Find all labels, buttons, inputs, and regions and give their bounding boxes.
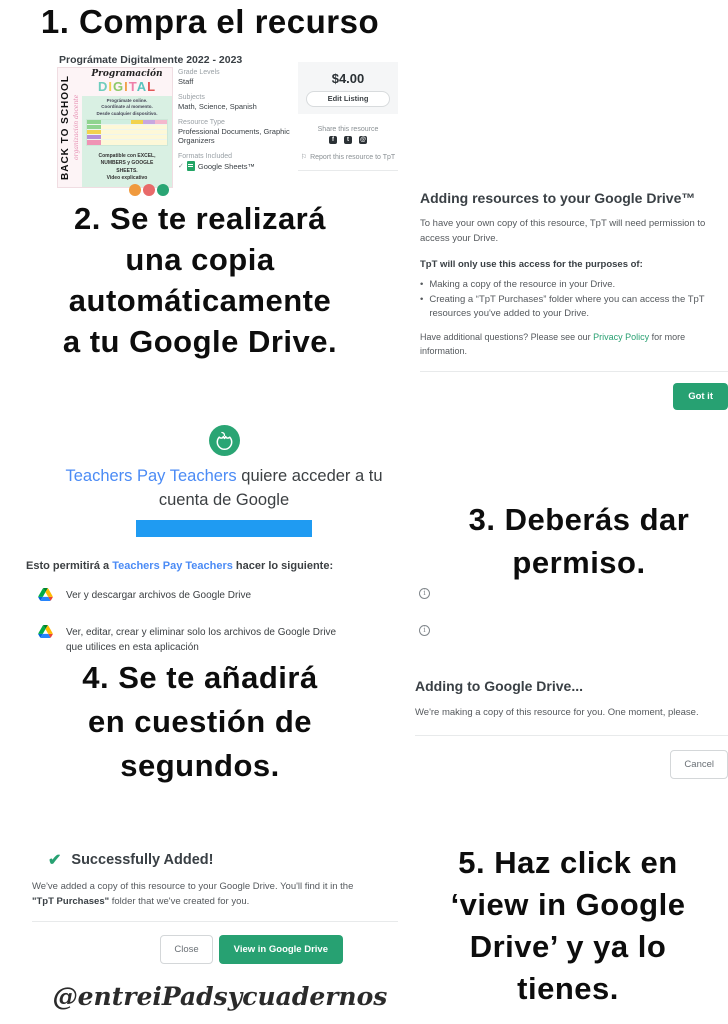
cover-block-title [84, 79, 170, 94]
permit-post: hacer lo siguiente: [232, 560, 334, 572]
permit-pre: Esto permitirá a [26, 560, 113, 572]
price-box [298, 62, 398, 114]
detail-value: Math, Science, Spanish [178, 101, 257, 111]
cover-letter: G [112, 79, 125, 94]
tpt-logo-icon [209, 425, 240, 456]
cover-letter: I [124, 79, 129, 94]
detail-value: Google Sheets™ [197, 161, 255, 171]
body-pre: We've added a copy of this resource to your Google Drive. You'll find it in the [32, 881, 354, 892]
cover-script-title: Programación [91, 69, 163, 79]
google-drive-icon [38, 588, 53, 601]
detail-value: Staff [178, 77, 194, 86]
bullet-text: Making a copy of the resource in your Drive. [429, 279, 616, 291]
tpt-apple-icon [157, 184, 169, 196]
permission-text: Ver, editar, crear y eliminar solo los archivos de Google Drive que utilices en esta aplicación [66, 627, 337, 653]
cover-badges [82, 183, 172, 199]
bullet-text: Creating a “TpT Purchases” folder where you can access the TpT resources you've added to your Drive. [429, 293, 705, 319]
bullet-dot: • [420, 293, 424, 305]
bullet-list [420, 278, 728, 321]
progress-dialog [415, 678, 728, 779]
listing-title: Prográmate Digitalmente 2022 - 2023 [59, 54, 243, 66]
oauth-title-rest: quiere acceder a tu [236, 467, 383, 485]
divider [298, 170, 398, 171]
adding-resources-dialog [420, 190, 728, 410]
oauth-panel [18, 425, 430, 655]
email-icon[interactable]: @ [360, 137, 366, 143]
permission-text: Ver y descargar archivos de Google Drive [66, 590, 252, 601]
account-redaction-bar [136, 520, 312, 537]
info-icon[interactable]: i [419, 625, 430, 636]
price-value: $4.00 [331, 71, 365, 86]
back-to-school-text: BACK TO SCHOOL [60, 75, 71, 180]
flag-icon: ⚐ [300, 154, 308, 161]
questions-post: for more information. [420, 332, 686, 357]
step4-heading: 4. Se te añadirá en cuestión de segundos. [82, 660, 318, 783]
detail-label: Resource Type [178, 118, 225, 126]
view-in-google-drive-button[interactable]: View in Google Drive [219, 935, 343, 964]
step3-heading: 3. Deberás dar permiso. [468, 502, 690, 580]
orange-badge-icon [129, 184, 141, 196]
dialog-title: Successfully Added! [71, 852, 214, 868]
twitter-icon[interactable]: t [344, 136, 352, 144]
cover-side-script: organización docente [73, 94, 80, 161]
bullet-item [420, 293, 720, 322]
app-name-link[interactable]: Teachers Pay Teachers [65, 467, 237, 485]
cover-letter: I [108, 79, 113, 94]
detail-label: Subjects [178, 93, 205, 101]
author-handle: @entreiPadsycuadernos [52, 982, 388, 1011]
permit-line [26, 560, 430, 572]
cover-letter: L [147, 79, 157, 94]
cover-main [82, 68, 172, 187]
questions-pre: Have additional questions? Please see our [420, 332, 594, 343]
cover-titles [82, 68, 172, 96]
folder-name: "TpT Purchases" [32, 895, 110, 907]
google-sheets-icon [187, 161, 195, 171]
social-icons [298, 136, 398, 144]
dialog-body [32, 880, 377, 909]
detail-value: Professional Documents, Graphic Organizers [178, 126, 290, 146]
questions-note [420, 331, 720, 359]
cover-letter: T [128, 79, 137, 94]
cover-letter: A [136, 79, 148, 94]
close-button[interactable]: Close [160, 935, 212, 964]
check-icon: ✓ [178, 163, 184, 170]
edit-listing-button[interactable]: Edit Listing [306, 91, 390, 107]
app-name-link[interactable]: Teachers Pay Teachers [112, 560, 233, 572]
step2-heading: 2. Se te realizará una copia automáticamente a tu Google Drive. [62, 201, 338, 359]
dialog-body: We're making a copy of this resource for you. One moment, please. [415, 707, 699, 718]
compat-text: Compatible con EXCEL, NUMBERS y GOOGLE SHEETS. Video explicativo [98, 152, 156, 182]
report-row[interactable] [298, 153, 398, 161]
detail-label: Formats Included [178, 153, 233, 160]
divider [32, 921, 398, 922]
listing-details [178, 69, 294, 178]
product-cover [57, 67, 173, 188]
body-post: folder that we've created for you. [109, 895, 250, 907]
dialog-title: Adding resources to your Google Drive™ [420, 190, 696, 206]
report-link[interactable]: Report this resource to TpT [310, 153, 396, 161]
divider [420, 371, 728, 372]
dialog-intro: To have your own copy of this resource, TpT will need permission to access your Drive. [420, 218, 706, 244]
privacy-policy-link[interactable]: Privacy Policy [593, 332, 650, 343]
got-it-button[interactable]: Got it [673, 383, 728, 410]
success-check-icon: ✔ [48, 852, 62, 869]
share-label: Share this resource [317, 126, 379, 133]
oauth-title-line2: cuenta de Google [158, 491, 290, 509]
red-badge-icon [143, 184, 155, 196]
permission-row [38, 588, 430, 603]
cover-tagline: Prográmate online. Coordínate al momento. Desde cualquier dispositivo. [96, 98, 158, 116]
bullet-item [420, 278, 720, 292]
info-icon[interactable]: i [419, 588, 430, 599]
oauth-title [18, 464, 430, 512]
success-dialog [20, 850, 398, 964]
google-drive-icon [38, 625, 53, 638]
purpose-heading: TpT will only use this access for the purposes of: [420, 259, 643, 271]
facebook-icon[interactable]: f [329, 136, 337, 144]
step5-heading: 5. Haz click en ‘view in Google Drive’ y ya lo tienes. [450, 845, 686, 1006]
cover-side-strip [58, 68, 82, 187]
step1-heading: 1. Compra el recurso [40, 3, 380, 40]
divider [415, 735, 728, 736]
spreadsheet-mockup [86, 119, 168, 146]
cancel-button[interactable]: Cancel [670, 750, 728, 779]
bullet-dot: • [420, 279, 424, 291]
dialog-title: Adding to Google Drive... [415, 678, 583, 694]
detail-label: Grade Levels [178, 69, 220, 76]
cover-letter: D [97, 79, 109, 94]
permission-row [38, 625, 430, 655]
